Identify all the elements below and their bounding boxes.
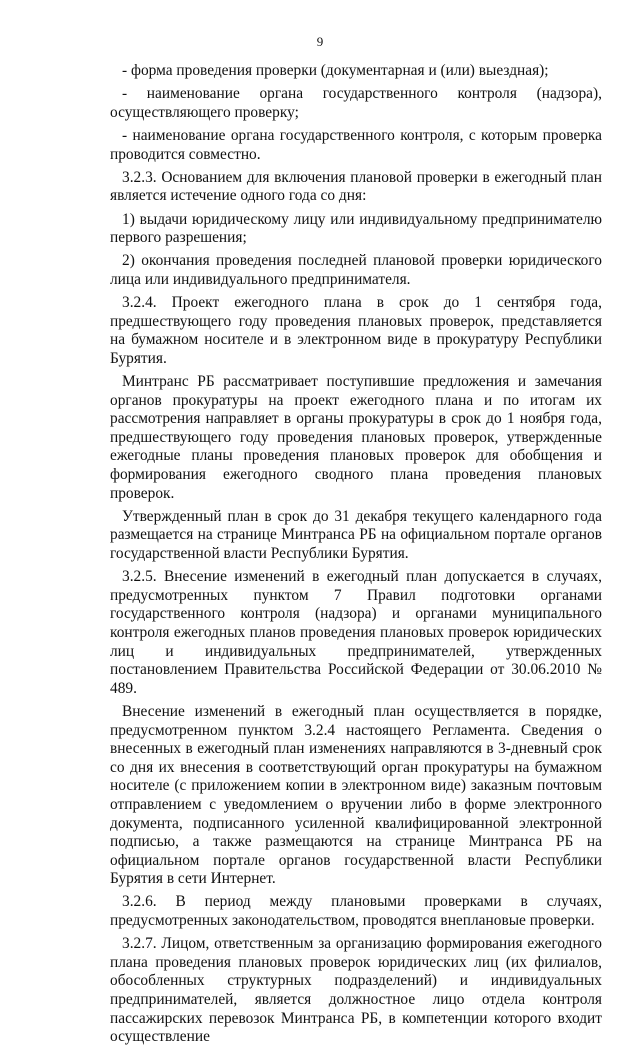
paragraph-3-2-3-item-2: 2) окончания проведения последней плановой проверки юридического лица или индивидуального предпринимателя. xyxy=(110,252,602,288)
paragraph-mintrans-review: Минтранс РБ рассматривает поступившие предложения и замечания органов прокуратуры на проект ежегодного плана и по итогам их рассмотрения направляет в органы прокуратуры в срок до 1 ноября года, предшествующего году проведения плановых проверок, утвержденные ежегодные планы проведения плановых проверок для обобщения и формирования ежегодного сводного плана проведения плановых проверок. xyxy=(110,373,602,502)
document-body xyxy=(110,62,602,1051)
paragraph-3-2-4: 3.2.4. Проект ежегодного плана в срок до 1 сентября года, предшествующего году проведения плановых проверок, представляется на бумажном носителе и в электронном виде в прокуратуру Республики Бурятия. xyxy=(110,294,602,367)
paragraph-plan-changes: Внесение изменений в ежегодный план осуществляется в порядке, предусмотренном пунктом 3.2.4 настоящего Регламента. Сведения о внесенных в ежегодный план изменениях направляются в 3-дневный срок со дня их внесения в соответствующий орган прокуратуры на бумажном носителе (с приложением копии в электронном виде) заказным почтовым отправлением с уведомлением о вручении либо в форме электронного документа, подписанного усиленной квалифицированной электронной подписью, а также размещаются на странице Минтранса РБ на официальном портале органов государственной власти Республики Бурятия в сети Интернет. xyxy=(110,702,602,888)
paragraph-3-2-3: 3.2.3. Основанием для включения плановой проверки в ежегодный план является истечение одного года со дня: xyxy=(110,168,602,205)
page-number: 9 xyxy=(316,34,324,49)
paragraph-3-2-6: 3.2.6. В период между плановыми проверками в случаях, предусмотренных законодательством, проводятся внеплановые проверки. xyxy=(110,893,602,930)
paragraph-approved-plan: Утвержденный план в срок до 31 декабря текущего календарного года размещается на странице Минтранса РБ на официальном портале органов государственной власти Республики Бурятия. xyxy=(110,507,602,562)
paragraph-joint-control-body: - наименование органа государственного контроля, с которым проверка проводится совместно. xyxy=(110,126,602,163)
paragraph-3-2-7: 3.2.7. Лицом, ответственным за организацию формирования ежегодного плана проведения плановых проверок юридических лиц (их филиалов, обособленных структурных подразделений) и индивидуальных предпринимателей, является должностное лицо отдела контроля пассажирских перевозок Минтранса РБ, в компетенции которого входит осуществление xyxy=(110,935,602,1046)
paragraph-control-body-name: - наименование органа государственного контроля (надзора), осуществляющего проверку; xyxy=(110,85,602,121)
paragraph-3-2-3-item-1: 1) выдачи юридическому лицу или индивидуальному предпринимателю первого разрешения; xyxy=(110,210,602,247)
paragraph-3-2-5: 3.2.5. Внесение изменений в ежегодный план допускается в случаях, предусмотренных пунктом 7 Правил подготовки органами государственного контроля (надзора) и органами муниципального контроля ежегодных планов проведения плановых проверок юридических лиц и индивидуальных предпринимателей, утвержденных постановлением Правительства Российской Федерации от 30.06.2010 № 489. xyxy=(110,568,602,697)
paragraph-inspection-form: - форма проведения проверки (документарная и (или) выездная); xyxy=(122,62,549,79)
